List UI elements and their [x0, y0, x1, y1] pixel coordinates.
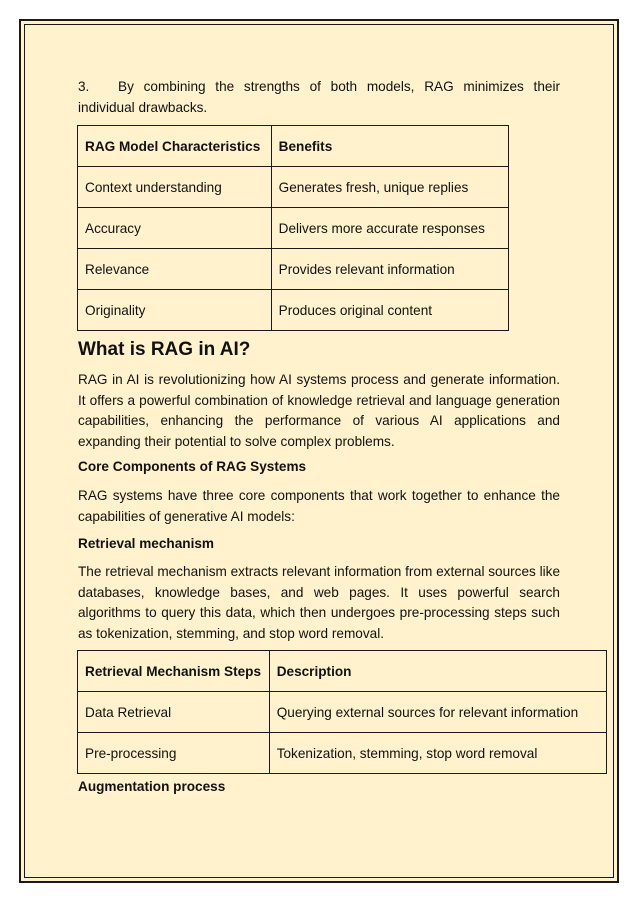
table-row [78, 167, 509, 208]
table-header-cell: Benefits [271, 126, 508, 167]
table-row [78, 692, 607, 733]
table-header-cell: Description [269, 651, 606, 692]
table-header-cell: Retrieval Mechanism Steps [78, 651, 270, 692]
list-number: 3. [78, 79, 90, 94]
table-cell: Data Retrieval [78, 692, 270, 733]
subheading-augmentation-process: Augmentation process [78, 779, 226, 794]
table-cell: Pre-processing [78, 733, 270, 774]
table-cell: Produces original content [271, 290, 508, 331]
table-cell: Context understanding [78, 167, 272, 208]
table-header-row [78, 651, 607, 692]
retrieval-steps-table [77, 650, 607, 774]
table-row [78, 249, 509, 290]
section-paragraph: RAG systems have three core components that work together to enhance the capabilities of generative AI models: [78, 488, 560, 524]
table-cell: Originality [78, 290, 272, 331]
subheading-core-components: Core Components of RAG Systems [78, 459, 307, 474]
table-header-row [78, 126, 509, 167]
characteristics-table [77, 125, 509, 331]
section-heading-what-is-rag: What is RAG in AI? [78, 339, 251, 360]
section-paragraph: The retrieval mechanism extracts relevant information from external sources like databases, knowledge bases, and web pages. It uses powerful search algorithms to query this data, which then undergoes pre-processing steps such as tokenization, stemming, and stop word removal. [78, 564, 561, 641]
table-cell: Querying external sources for relevant information [269, 692, 606, 733]
table-row [78, 290, 509, 331]
table-cell: Delivers more accurate responses [271, 208, 508, 249]
subheading-retrieval-mechanism: Retrieval mechanism [78, 536, 215, 551]
table-cell: Tokenization, stemming, stop word removal [269, 733, 606, 774]
table-cell: Relevance [78, 249, 272, 290]
table-cell: Provides relevant information [271, 249, 508, 290]
table-cell: Accuracy [78, 208, 272, 249]
intro-paragraph [78, 77, 560, 118]
table-cell: Generates fresh, unique replies [271, 167, 508, 208]
section-paragraph: RAG in AI is revolutionizing how AI systems process and generate information. It offers a powerful combination of knowledge retrieval and language generation capabilities, enhancing the performance of various AI applications and expanding their potential to solve complex problems. [78, 372, 560, 449]
table-row [78, 208, 509, 249]
table-row [78, 733, 607, 774]
intro-text: By combining the strengths of both models, RAG minimizes their individual drawbacks. [78, 79, 560, 115]
table-header-cell: RAG Model Characteristics [78, 126, 272, 167]
